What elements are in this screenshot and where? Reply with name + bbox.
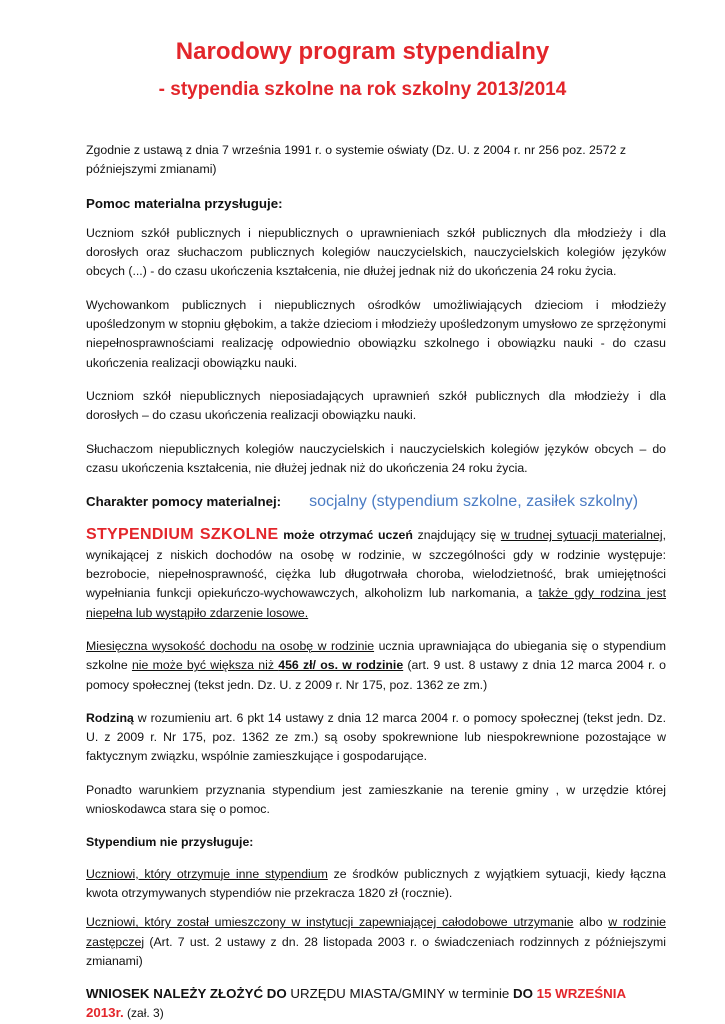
stypendium-paragraph <box>86 525 666 622</box>
dochod-paragraph <box>86 637 666 695</box>
text-span: w rozumieniu art. 6 pkt 14 ustawy z dnia 12 marca 2004 r. o pomocy społecznej (tekst jedn. Dz. U. z 2009 r. Nr 175, poz. 1362 ze zm.) są osoby spokrewnione lub niespokrewnione pozostające w faktycznym związku, wspólnie zamieszkujące i gospodarujące. <box>86 710 666 764</box>
income-limit: 456 zł/ os. w rodzinie <box>278 658 404 673</box>
text-span: ze środków publicznych z wyjątkiem sytuacji, kiedy łączna kwota otrzymywanych stypendiów nie przekracza 1820 zł (rocznie). <box>86 866 666 900</box>
text-span: znajdujący się <box>412 528 501 543</box>
final-line <box>86 984 666 1024</box>
charakter-value: socjalny (stypendium szkolne, zasiłek szkolny) <box>309 493 639 511</box>
nie-heading: Stypendium nie przysługuje: <box>86 835 254 850</box>
underlined-text: Miesięczna wysokość dochodu na osobę w rodzinie <box>86 638 375 653</box>
text-span: (art. 9 ust. 8 ustawy z dnia 12 marca 2004 r. o pomocy społecznej (tekst jedn. Dz. U. z 2009 r. Nr 175, poz. 1362 ze zm.) <box>86 658 666 692</box>
underlined-text: w rodzinie zastępczej <box>86 915 666 949</box>
pomoc-item: Uczniom szkół niepublicznych nieposiadających uprawnień szkół publicznych dla młodzieży i dla dorosłych – do czasu ukończenia realizacji obowiązku nauki. <box>86 388 666 423</box>
stypendium-bold: może otrzymać uczeń <box>283 528 413 543</box>
page-subtitle: - stypendia szkolne na rok szkolny 2013/2014 <box>158 79 567 100</box>
text-span: , wynikającej z niskich dochodów na osobę w rodzinie, w szczególności gdy w rodzinie występuje: bezrobocie, niepełnosprawność, ciężka lub długotrwała choroba, wielodzietność, brak umiejętności wypełniania funkcji opiekuńczo-wychowawczych, alkoholizm lub narkomania, a <box>86 528 666 601</box>
rodzina-paragraph <box>86 709 666 767</box>
intro-paragraph: Zgodnie z ustawą z dnia 7 września 1991 r. o systemie oświaty (Dz. U. z 2004 r. nr 256 poz. 2572 z późniejszymi zmianami) <box>86 143 626 177</box>
pomoc-item: Uczniom szkół publicznych i niepublicznych o uprawnieniach szkół publicznych dla młodzieży i dla dorosłych oraz słuchaczom publicznych kolegiów nauczycielskich, nauczycielskich kolegiów języków obcych (...) - do czasu ukończenia kształcenia, nie dłużej jednak niż do ukończenia 24 roku życia. <box>86 225 666 279</box>
pomoc-heading: Pomoc materialna przysługuje: <box>86 195 283 211</box>
text-span: ucznia uprawniająca do ubiegania się o stypendium szkolne <box>86 638 666 673</box>
charakter-label: Charakter pomocy materialnej: <box>86 494 282 510</box>
underlined-text: nie może być większa niż <box>131 658 279 673</box>
text-span: (Art. 7 ust. 2 ustawy z dn. 28 listopada 2003 r. o świadczeniach rodzinnych z późniejszymi zmianami) <box>86 934 666 968</box>
underlined-text: Uczniowi, który został umieszczony w instytucji zapewniającej całodobowe utrzymanie <box>86 915 574 930</box>
nie-paragraph-2 <box>86 913 666 971</box>
rodzina-term: Rodziną <box>86 710 134 725</box>
text-span: albo <box>573 915 609 930</box>
page-title: Narodowy program stypendialny <box>175 38 550 65</box>
final-bold: DO <box>513 986 533 1002</box>
pomoc-item: Wychowankom publicznych i niepublicznych ośrodków umożliwiających dzieciom i młodzieży upośledzonym w stopniu głębokim, a także dzieciom i młodzieży upośledzonym umysłowo ze sprzężonymi niepełnosprawnościami realizację odpowiednio obowiązku szkolnego i obowiązku nauki - do czasu ukończenia realizacji obowiązku nauki. <box>86 297 666 370</box>
document-body <box>86 141 666 1024</box>
underlined-text: także gdy rodzina jest niepełna lub wystąpiło zdarzenie losowe. <box>86 586 667 620</box>
stypendium-title: STYPENDIUM SZKOLNE <box>86 526 279 544</box>
warunek-paragraph: Ponadto warunkiem przyznania stypendium jest zamieszkanie na terenie gminy , w urzędzie której wnioskodawca stara się o pomoc. <box>86 782 666 817</box>
pomoc-item: Słuchaczom niepublicznych kolegiów nauczycielskich i nauczycielskich kolegiów języków obcych – do czasu ukończenia kształcenia, nie dłużej jednak niż do ukończenia 24 roku życia. <box>86 441 666 475</box>
charakter-line <box>86 492 666 511</box>
final-bold: WNIOSEK NALEŻY ZŁOŻYĆ DO <box>86 986 287 1002</box>
deadline-date: 15 WRZEŚNIA 2013r. <box>86 986 626 1021</box>
nie-paragraph-1 <box>86 865 666 904</box>
text-span: URZĘDU MIASTA/GMINY w terminie <box>286 986 514 1002</box>
text-span: (zał. 3) <box>123 1006 164 1021</box>
underlined-text: w trudnej sytuacji materialnej <box>500 528 663 543</box>
underlined-text: Uczniowi, który otrzymuje inne stypendium <box>86 866 328 881</box>
